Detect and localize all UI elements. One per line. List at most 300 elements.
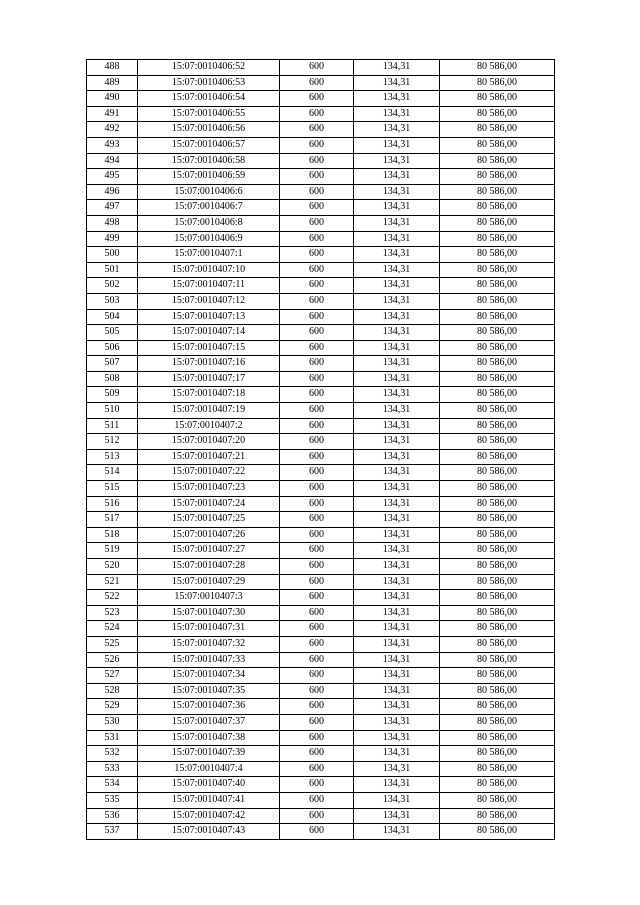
area-cell: 600 (280, 340, 354, 356)
row-number-cell: 514 (87, 465, 138, 481)
value-cell: 80 586,00 (440, 761, 555, 777)
value-cell: 80 586,00 (440, 730, 555, 746)
row-number-cell: 521 (87, 574, 138, 590)
value-cell: 80 586,00 (440, 309, 555, 325)
row-number-cell: 489 (87, 75, 138, 91)
row-number-cell: 494 (87, 153, 138, 169)
value-cell: 80 586,00 (440, 746, 555, 762)
table-row (87, 730, 555, 746)
area-cell: 600 (280, 200, 354, 216)
cadastral-number-cell: 15:07:0010407:24 (138, 496, 280, 512)
table-row (87, 808, 555, 824)
cadastral-number-cell: 15:07:0010407:25 (138, 512, 280, 528)
rate-cell: 134,31 (354, 636, 440, 652)
value-cell: 80 586,00 (440, 621, 555, 637)
cadastral-number-cell: 15:07:0010407:42 (138, 808, 280, 824)
table-row (87, 309, 555, 325)
value-cell: 80 586,00 (440, 559, 555, 575)
value-cell: 80 586,00 (440, 512, 555, 528)
row-number-cell: 492 (87, 122, 138, 138)
row-number-cell: 509 (87, 387, 138, 403)
value-cell: 80 586,00 (440, 527, 555, 543)
cadastral-number-cell: 15:07:0010406:52 (138, 60, 280, 76)
rate-cell: 134,31 (354, 543, 440, 559)
value-cell: 80 586,00 (440, 418, 555, 434)
area-cell: 600 (280, 356, 354, 372)
area-cell: 600 (280, 824, 354, 840)
area-cell: 600 (280, 215, 354, 231)
rate-cell: 134,31 (354, 652, 440, 668)
cadastral-number-cell: 15:07:0010407:11 (138, 278, 280, 294)
value-cell: 80 586,00 (440, 106, 555, 122)
rate-cell: 134,31 (354, 371, 440, 387)
area-cell: 600 (280, 777, 354, 793)
row-number-cell: 493 (87, 137, 138, 153)
table-row (87, 792, 555, 808)
value-cell: 80 586,00 (440, 465, 555, 481)
row-number-cell: 532 (87, 746, 138, 762)
table-row (87, 75, 555, 91)
table-row (87, 668, 555, 684)
rate-cell: 134,31 (354, 200, 440, 216)
value-cell: 80 586,00 (440, 184, 555, 200)
row-number-cell: 534 (87, 777, 138, 793)
table-row (87, 200, 555, 216)
value-cell: 80 586,00 (440, 153, 555, 169)
cadastral-number-cell: 15:07:0010407:31 (138, 621, 280, 637)
value-cell: 80 586,00 (440, 574, 555, 590)
area-cell: 600 (280, 496, 354, 512)
area-cell: 600 (280, 714, 354, 730)
cadastral-number-cell: 15:07:0010407:33 (138, 652, 280, 668)
area-cell: 600 (280, 683, 354, 699)
row-number-cell: 504 (87, 309, 138, 325)
cadastral-number-cell: 15:07:0010407:13 (138, 309, 280, 325)
value-cell: 80 586,00 (440, 137, 555, 153)
rate-cell: 134,31 (354, 278, 440, 294)
rate-cell: 134,31 (354, 434, 440, 450)
cadastral-number-cell: 15:07:0010406:54 (138, 91, 280, 107)
row-number-cell: 502 (87, 278, 138, 294)
cadastral-number-cell: 15:07:0010406:9 (138, 231, 280, 247)
cadastral-number-cell: 15:07:0010406:8 (138, 215, 280, 231)
area-cell: 600 (280, 527, 354, 543)
row-number-cell: 517 (87, 512, 138, 528)
rate-cell: 134,31 (354, 605, 440, 621)
rate-cell: 134,31 (354, 668, 440, 684)
area-cell: 600 (280, 231, 354, 247)
area-cell: 600 (280, 122, 354, 138)
value-cell: 80 586,00 (440, 371, 555, 387)
table-row (87, 621, 555, 637)
rate-cell: 134,31 (354, 449, 440, 465)
row-number-cell: 495 (87, 169, 138, 185)
rate-cell: 134,31 (354, 574, 440, 590)
rate-cell: 134,31 (354, 169, 440, 185)
value-cell: 80 586,00 (440, 434, 555, 450)
row-number-cell: 511 (87, 418, 138, 434)
value-cell: 80 586,00 (440, 387, 555, 403)
table-row (87, 496, 555, 512)
rate-cell: 134,31 (354, 231, 440, 247)
value-cell: 80 586,00 (440, 247, 555, 263)
row-number-cell: 531 (87, 730, 138, 746)
area-cell: 600 (280, 169, 354, 185)
cadastral-number-cell: 15:07:0010407:12 (138, 293, 280, 309)
value-cell: 80 586,00 (440, 543, 555, 559)
value-cell: 80 586,00 (440, 590, 555, 606)
table-row (87, 559, 555, 575)
table-row (87, 512, 555, 528)
rate-cell: 134,31 (354, 746, 440, 762)
cadastral-number-cell: 15:07:0010407:40 (138, 777, 280, 793)
area-cell: 600 (280, 325, 354, 341)
cadastral-number-cell: 15:07:0010407:21 (138, 449, 280, 465)
value-cell: 80 586,00 (440, 496, 555, 512)
rate-cell: 134,31 (354, 512, 440, 528)
cadastral-number-cell: 15:07:0010407:16 (138, 356, 280, 372)
rate-cell: 134,31 (354, 403, 440, 419)
cadastral-number-cell: 15:07:0010406:56 (138, 122, 280, 138)
table-row (87, 746, 555, 762)
row-number-cell: 505 (87, 325, 138, 341)
area-cell: 600 (280, 792, 354, 808)
value-cell: 80 586,00 (440, 75, 555, 91)
cadastral-number-cell: 15:07:0010407:29 (138, 574, 280, 590)
table-row (87, 449, 555, 465)
area-cell: 600 (280, 590, 354, 606)
area-cell: 600 (280, 621, 354, 637)
value-cell: 80 586,00 (440, 60, 555, 76)
rate-cell: 134,31 (354, 153, 440, 169)
value-cell: 80 586,00 (440, 262, 555, 278)
area-cell: 600 (280, 137, 354, 153)
table-row (87, 215, 555, 231)
rate-cell: 134,31 (354, 325, 440, 341)
cadastral-number-cell: 15:07:0010407:30 (138, 605, 280, 621)
rate-cell: 134,31 (354, 761, 440, 777)
rate-cell: 134,31 (354, 496, 440, 512)
row-number-cell: 490 (87, 91, 138, 107)
row-number-cell: 524 (87, 621, 138, 637)
cadastral-number-cell: 15:07:0010407:1 (138, 247, 280, 263)
value-cell: 80 586,00 (440, 668, 555, 684)
cadastral-number-cell: 15:07:0010407:35 (138, 683, 280, 699)
area-cell: 600 (280, 543, 354, 559)
table-row (87, 574, 555, 590)
cadastral-number-cell: 15:07:0010407:18 (138, 387, 280, 403)
cadastral-number-cell: 15:07:0010406:55 (138, 106, 280, 122)
rate-cell: 134,31 (354, 792, 440, 808)
rate-cell: 134,31 (354, 215, 440, 231)
row-number-cell: 503 (87, 293, 138, 309)
row-number-cell: 537 (87, 824, 138, 840)
rate-cell: 134,31 (354, 262, 440, 278)
table-row (87, 636, 555, 652)
area-cell: 600 (280, 247, 354, 263)
row-number-cell: 525 (87, 636, 138, 652)
row-number-cell: 508 (87, 371, 138, 387)
cadastral-number-cell: 15:07:0010407:10 (138, 262, 280, 278)
row-number-cell: 536 (87, 808, 138, 824)
row-number-cell: 498 (87, 215, 138, 231)
table-row (87, 122, 555, 138)
area-cell: 600 (280, 278, 354, 294)
rate-cell: 134,31 (354, 387, 440, 403)
cadastral-number-cell: 15:07:0010407:23 (138, 481, 280, 497)
area-cell: 600 (280, 449, 354, 465)
area-cell: 600 (280, 730, 354, 746)
value-cell: 80 586,00 (440, 777, 555, 793)
table-row (87, 699, 555, 715)
value-cell: 80 586,00 (440, 169, 555, 185)
rate-cell: 134,31 (354, 808, 440, 824)
rate-cell: 134,31 (354, 824, 440, 840)
row-number-cell: 527 (87, 668, 138, 684)
area-cell: 600 (280, 668, 354, 684)
cadastral-number-cell: 15:07:0010406:58 (138, 153, 280, 169)
area-cell: 600 (280, 371, 354, 387)
rate-cell: 134,31 (354, 465, 440, 481)
row-number-cell: 522 (87, 590, 138, 606)
table-row (87, 293, 555, 309)
rate-cell: 134,31 (354, 60, 440, 76)
row-number-cell: 530 (87, 714, 138, 730)
value-cell: 80 586,00 (440, 91, 555, 107)
cadastral-number-cell: 15:07:0010406:7 (138, 200, 280, 216)
value-cell: 80 586,00 (440, 403, 555, 419)
cadastral-number-cell: 15:07:0010407:3 (138, 590, 280, 606)
table-row (87, 231, 555, 247)
table-row (87, 247, 555, 263)
table-row (87, 356, 555, 372)
rate-cell: 134,31 (354, 356, 440, 372)
rate-cell: 134,31 (354, 777, 440, 793)
cadastral-number-cell: 15:07:0010407:2 (138, 418, 280, 434)
row-number-cell: 519 (87, 543, 138, 559)
row-number-cell: 499 (87, 231, 138, 247)
value-cell: 80 586,00 (440, 340, 555, 356)
area-cell: 600 (280, 153, 354, 169)
cadastral-number-cell: 15:07:0010407:39 (138, 746, 280, 762)
row-number-cell: 520 (87, 559, 138, 575)
rate-cell: 134,31 (354, 621, 440, 637)
table-row (87, 262, 555, 278)
cadastral-number-cell: 15:07:0010406:6 (138, 184, 280, 200)
table-body (87, 60, 555, 840)
row-number-cell: 516 (87, 496, 138, 512)
area-cell: 600 (280, 91, 354, 107)
parcel-table (86, 59, 555, 840)
area-cell: 600 (280, 512, 354, 528)
area-cell: 600 (280, 418, 354, 434)
row-number-cell: 501 (87, 262, 138, 278)
row-number-cell: 515 (87, 481, 138, 497)
rate-cell: 134,31 (354, 75, 440, 91)
cadastral-number-cell: 15:07:0010407:32 (138, 636, 280, 652)
cadastral-number-cell: 15:07:0010407:20 (138, 434, 280, 450)
table-row (87, 418, 555, 434)
cadastral-number-cell: 15:07:0010407:15 (138, 340, 280, 356)
rate-cell: 134,31 (354, 340, 440, 356)
area-cell: 600 (280, 761, 354, 777)
row-number-cell: 513 (87, 449, 138, 465)
value-cell: 80 586,00 (440, 683, 555, 699)
table-row (87, 106, 555, 122)
row-number-cell: 506 (87, 340, 138, 356)
cadastral-number-cell: 15:07:0010407:26 (138, 527, 280, 543)
table-row (87, 777, 555, 793)
table-row (87, 605, 555, 621)
value-cell: 80 586,00 (440, 481, 555, 497)
area-cell: 600 (280, 559, 354, 575)
area-cell: 600 (280, 808, 354, 824)
area-cell: 600 (280, 636, 354, 652)
row-number-cell: 518 (87, 527, 138, 543)
rate-cell: 134,31 (354, 527, 440, 543)
row-number-cell: 528 (87, 683, 138, 699)
table-row (87, 434, 555, 450)
rate-cell: 134,31 (354, 730, 440, 746)
cadastral-number-cell: 15:07:0010407:14 (138, 325, 280, 341)
table-row (87, 278, 555, 294)
area-cell: 600 (280, 699, 354, 715)
rate-cell: 134,31 (354, 418, 440, 434)
area-cell: 600 (280, 106, 354, 122)
cadastral-number-cell: 15:07:0010407:19 (138, 403, 280, 419)
cadastral-number-cell: 15:07:0010407:17 (138, 371, 280, 387)
row-number-cell: 497 (87, 200, 138, 216)
table-row (87, 340, 555, 356)
row-number-cell: 512 (87, 434, 138, 450)
rate-cell: 134,31 (354, 481, 440, 497)
table-row (87, 371, 555, 387)
value-cell: 80 586,00 (440, 714, 555, 730)
rate-cell: 134,31 (354, 309, 440, 325)
cadastral-number-cell: 15:07:0010407:38 (138, 730, 280, 746)
table-row (87, 184, 555, 200)
cadastral-number-cell: 15:07:0010407:27 (138, 543, 280, 559)
value-cell: 80 586,00 (440, 200, 555, 216)
row-number-cell: 535 (87, 792, 138, 808)
area-cell: 600 (280, 293, 354, 309)
cadastral-number-cell: 15:07:0010407:4 (138, 761, 280, 777)
table-row (87, 543, 555, 559)
row-number-cell: 496 (87, 184, 138, 200)
table-row (87, 153, 555, 169)
value-cell: 80 586,00 (440, 356, 555, 372)
table-row (87, 465, 555, 481)
rate-cell: 134,31 (354, 184, 440, 200)
table-row (87, 590, 555, 606)
table-row (87, 527, 555, 543)
area-cell: 600 (280, 652, 354, 668)
table-row (87, 60, 555, 76)
rate-cell: 134,31 (354, 247, 440, 263)
rate-cell: 134,31 (354, 91, 440, 107)
cadastral-number-cell: 15:07:0010406:59 (138, 169, 280, 185)
value-cell: 80 586,00 (440, 231, 555, 247)
area-cell: 600 (280, 309, 354, 325)
table-row (87, 652, 555, 668)
value-cell: 80 586,00 (440, 792, 555, 808)
row-number-cell: 526 (87, 652, 138, 668)
cadastral-number-cell: 15:07:0010407:37 (138, 714, 280, 730)
value-cell: 80 586,00 (440, 808, 555, 824)
table-row (87, 481, 555, 497)
value-cell: 80 586,00 (440, 215, 555, 231)
rate-cell: 134,31 (354, 122, 440, 138)
table-row (87, 387, 555, 403)
value-cell: 80 586,00 (440, 278, 555, 294)
table-row (87, 169, 555, 185)
value-cell: 80 586,00 (440, 122, 555, 138)
table-row (87, 137, 555, 153)
value-cell: 80 586,00 (440, 449, 555, 465)
area-cell: 600 (280, 746, 354, 762)
row-number-cell: 488 (87, 60, 138, 76)
row-number-cell: 500 (87, 247, 138, 263)
rate-cell: 134,31 (354, 714, 440, 730)
area-cell: 600 (280, 465, 354, 481)
row-number-cell: 533 (87, 761, 138, 777)
rate-cell: 134,31 (354, 590, 440, 606)
table-row (87, 91, 555, 107)
area-cell: 600 (280, 262, 354, 278)
row-number-cell: 491 (87, 106, 138, 122)
area-cell: 600 (280, 75, 354, 91)
value-cell: 80 586,00 (440, 824, 555, 840)
row-number-cell: 523 (87, 605, 138, 621)
cadastral-number-cell: 15:07:0010406:53 (138, 75, 280, 91)
table-row (87, 683, 555, 699)
row-number-cell: 529 (87, 699, 138, 715)
rate-cell: 134,31 (354, 699, 440, 715)
cadastral-number-cell: 15:07:0010407:28 (138, 559, 280, 575)
table-row (87, 325, 555, 341)
area-cell: 600 (280, 184, 354, 200)
row-number-cell: 510 (87, 403, 138, 419)
rate-cell: 134,31 (354, 293, 440, 309)
area-cell: 600 (280, 605, 354, 621)
value-cell: 80 586,00 (440, 699, 555, 715)
value-cell: 80 586,00 (440, 325, 555, 341)
cadastral-number-cell: 15:07:0010407:43 (138, 824, 280, 840)
table-row (87, 761, 555, 777)
table-row (87, 403, 555, 419)
value-cell: 80 586,00 (440, 636, 555, 652)
rate-cell: 134,31 (354, 106, 440, 122)
area-cell: 600 (280, 403, 354, 419)
value-cell: 80 586,00 (440, 652, 555, 668)
area-cell: 600 (280, 387, 354, 403)
value-cell: 80 586,00 (440, 293, 555, 309)
area-cell: 600 (280, 574, 354, 590)
table-row (87, 824, 555, 840)
area-cell: 600 (280, 60, 354, 76)
row-number-cell: 507 (87, 356, 138, 372)
cadastral-number-cell: 15:07:0010406:57 (138, 137, 280, 153)
rate-cell: 134,31 (354, 137, 440, 153)
table-row (87, 714, 555, 730)
area-cell: 600 (280, 481, 354, 497)
cadastral-number-cell: 15:07:0010407:36 (138, 699, 280, 715)
rate-cell: 134,31 (354, 683, 440, 699)
cadastral-number-cell: 15:07:0010407:22 (138, 465, 280, 481)
rate-cell: 134,31 (354, 559, 440, 575)
cadastral-number-cell: 15:07:0010407:34 (138, 668, 280, 684)
area-cell: 600 (280, 434, 354, 450)
